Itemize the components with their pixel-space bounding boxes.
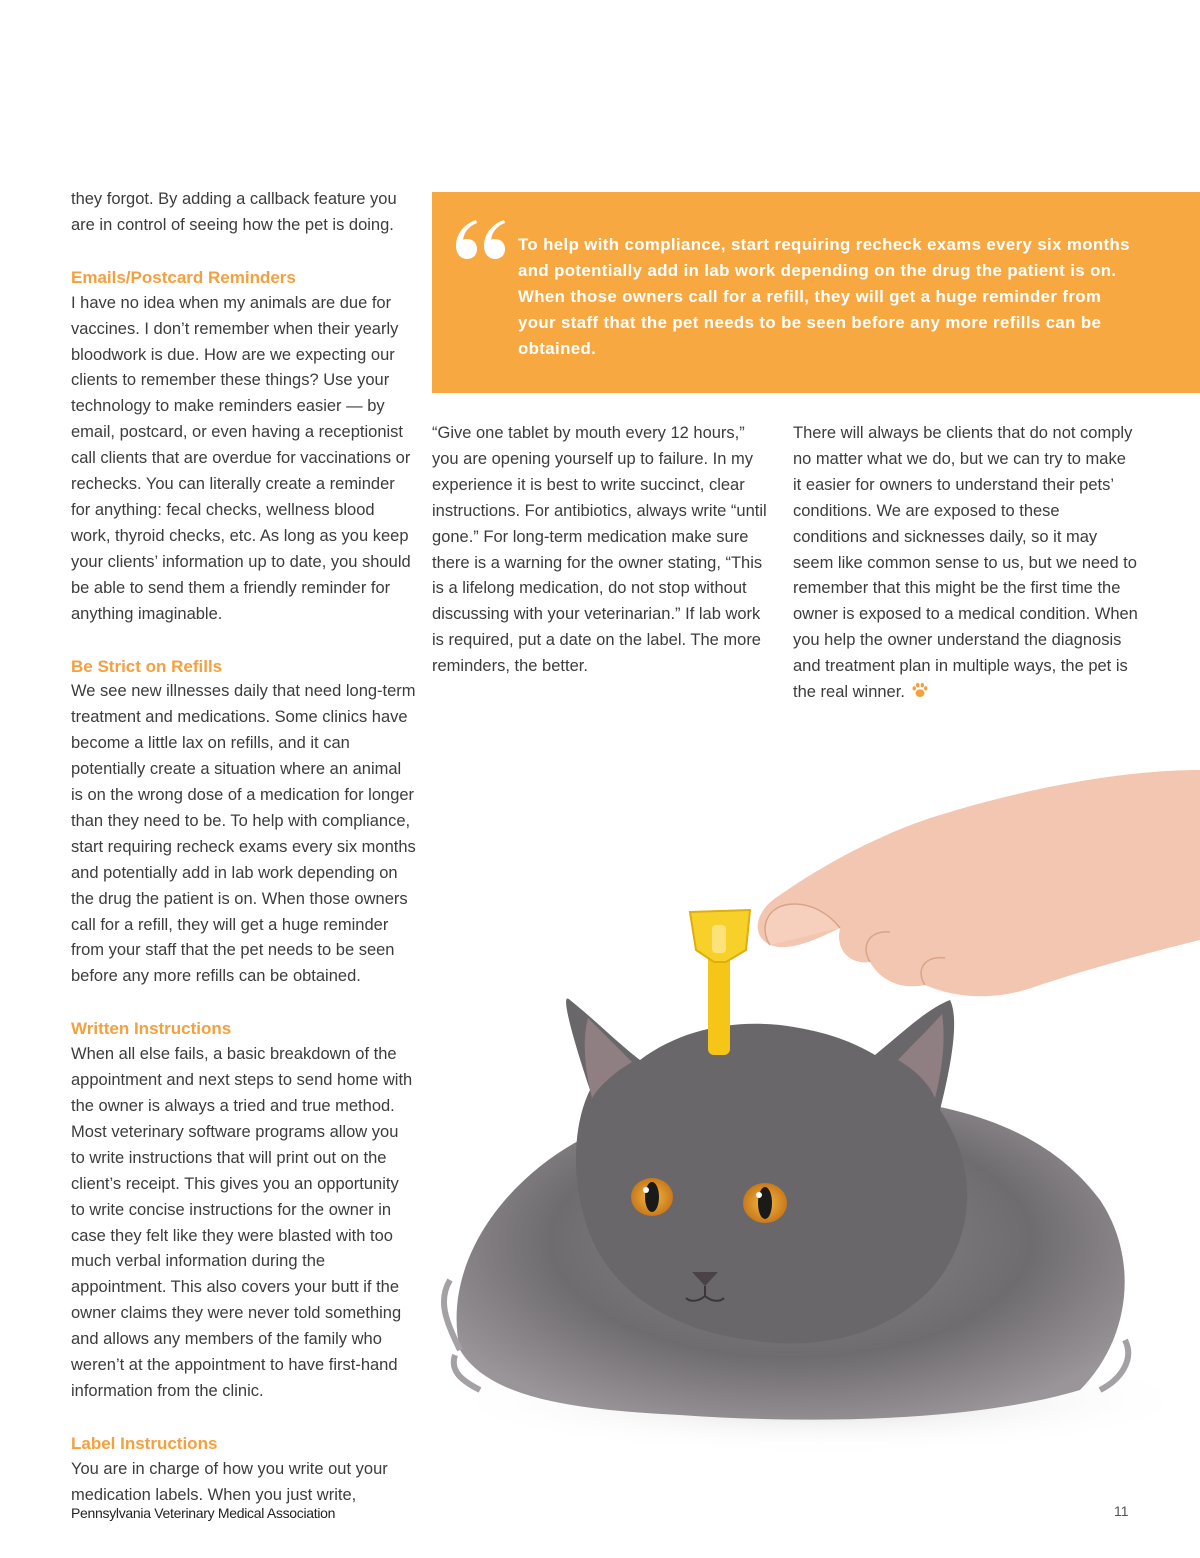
middle-column bbox=[432, 421, 772, 680]
paragraph-written-instructions: When all else fails, a basic breakdown of the appointment and next steps to send home with the owner is always a tried and true method. Most veterinary software programs allow you to write instructions that will print out on the client’s receipt. This gives you an opportunity to write concise instructions for the owner in case they felt like they were blasted with too much verbal information during the appointment. This also covers your butt if the owner claims they were never told something and allows any members of the family who weren’t at the appointment to have first-hand information from the clinic. bbox=[71, 1045, 413, 1400]
conclusion-text: There will always be clients that do not comply no matter what we do, but we can try to make it easier for owners to understand their pets’ conditions. We are exposed to these conditions and sicknesses daily, so it may seem like common sense to us, but we need to remember that this might be the first time the owner is exposed to a medical condition. When you help the owner understand the diagnosis and treatment plan in multiple ways, the pet is the real winner. bbox=[793, 424, 1138, 702]
heading-be-strict-on-refills: Be Strict on Refills bbox=[71, 656, 223, 676]
cat-with-flea-treatment-photo bbox=[420, 700, 1200, 1460]
right-column bbox=[793, 421, 1138, 706]
pull-quote-text: To help with compliance, start requiring recheck exams every six months and potentially add in lab work depending on the drug the patient is on. When those owners call for a refill, they will get a huge reminder from your staff that the pet needs to be seen before any more refills can be obtained. bbox=[518, 235, 1130, 358]
heading-label-instructions: Label Instructions bbox=[71, 1433, 218, 1453]
page-number: 11 bbox=[1114, 1503, 1129, 1519]
paragraph-reminders: I have no idea when my animals are due for vaccines. I don’t remember when their yearly bloodwork is due. How are we expecting our clients to remember these things? Use your technology to make reminders easier — by email, postcard, or even having a receptionist call clients that are overdue for vaccinations or rechecks. You can literally create a reminder for anything: fecal checks, wellness blood work, thyroid checks, etc. As long as you keep your clients’ information up to date, you should be able to send them a friendly reminder for anything imaginable. bbox=[71, 293, 411, 623]
paragraph-conclusion bbox=[793, 421, 1138, 706]
quote-mark-icon bbox=[450, 210, 510, 270]
heading-written-instructions: Written Instructions bbox=[71, 1019, 232, 1039]
pull-quote-box bbox=[432, 192, 1200, 393]
paragraph-label-examples: “Give one tablet by mouth every 12 hours,” you are opening yourself up to failure. In my experience it is best to write succinct, clear instructions. For antibiotics, always write “until gone.” For long-term medication make sure there is a warning for the owner stating, “This is a lifelong medication, do not stop without discussing with your veterinarian.” If lab work is required, put a date on the label. The more reminders, the better. bbox=[432, 424, 767, 676]
paw-print-icon bbox=[911, 681, 929, 699]
paragraph-refills: We see new illnesses daily that need long-term treatment and medications. Some clinics have become a little lax on refills, and it can potentially create a situation where an animal is on the wrong dose of a medication for longer than they need to be. To help with compliance, start requiring recheck exams every six months and potentially add in lab work depending on the drug the patient is on. When those owners call for a refill, they will get a huge reminder from your staff that the pet needs to be seen before any more refills can be obtained. bbox=[71, 682, 416, 986]
paragraph-label-instructions: You are in charge of how you write out your medication labels. When you just write, bbox=[71, 1459, 388, 1504]
intro-paragraph: they forgot. By adding a callback feature you are in control of seeing how the pet is doing. bbox=[71, 190, 397, 234]
left-column bbox=[71, 187, 416, 1509]
heading-emails-postcard-reminders: Emails/Postcard Reminders bbox=[71, 267, 296, 287]
footer-publication-name: Pennsylvania Veterinary Medical Association bbox=[71, 1505, 336, 1521]
